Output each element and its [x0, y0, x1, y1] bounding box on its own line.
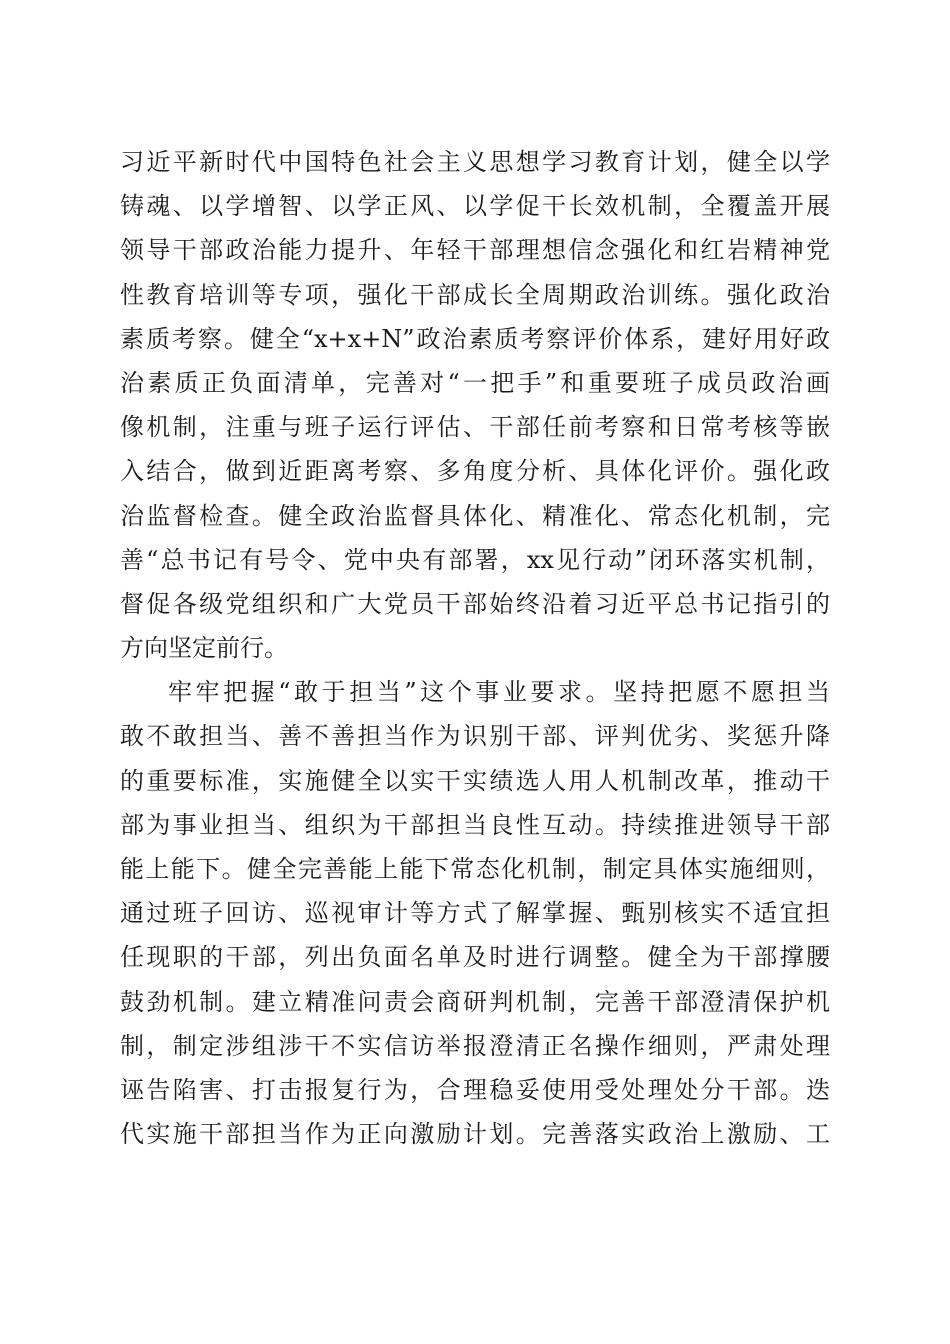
text-line: 督促各级党组织和广大党员干部始终沿着习近平总书记指引的: [120, 589, 830, 618]
text-line: 制，制定涉组涉干不实信访举报澄清正名操作细则，严肃处理: [120, 1031, 830, 1060]
text-line: 鼓劲机制。建立精准问责会商研判机制，完善干部澄清保护机: [120, 987, 830, 1016]
text-line: 入结合，做到近距离考察、多角度分析、具体化评价。强化政: [120, 457, 830, 486]
text-line: 通过班子回访、巡视审计等方式了解掌握、甄别核实不适宜担: [120, 899, 830, 928]
text-line: 能上能下。健全完善能上能下常态化机制，制定具体实施细则，: [120, 855, 830, 883]
body-text: [120, 140, 830, 1156]
text-line: 领导干部政治能力提升、年轻干部理想信念强化和红岩精神党: [120, 236, 830, 265]
text-line: 代实施干部担当作为正向激励计划。完善落实政治上激励、工: [120, 1120, 830, 1149]
text-line: 方向坚定前行。: [120, 634, 288, 663]
text-line: 善“总书记有号令、党中央有部署，xx见行动”闭环落实机制，: [120, 545, 830, 574]
text-line: 像机制，注重与班子运行评估、干部任前考察和日常考核等嵌: [120, 413, 830, 442]
text-line: 治监督检查。健全政治监督具体化、精准化、常态化机制，完: [120, 501, 830, 530]
text-line: 性教育培训等专项，强化干部成长全周期政治训练。强化政治: [120, 280, 830, 309]
text-line: 的重要标准，实施健全以实干实绩选人用人机制改革，推动干: [120, 766, 830, 795]
text-line: 治素质正负面清单，完善对“一把手”和重要班子成员政治画: [120, 368, 830, 397]
text-line: 铸魂、以学增智、以学正风、以学促干长效机制，全覆盖开展: [120, 192, 830, 221]
text-line: 诬告陷害、打击报复行为，合理稳妥使用受处理处分干部。迭: [120, 1075, 830, 1104]
paragraph-start-line: 牢牢把握“敢于担当”这个事业要求。坚持把愿不愿担当: [168, 678, 830, 707]
text-line: 任现职的干部，列出负面名单及时进行调整。健全为干部撑腰: [120, 943, 830, 972]
text-line: 部为事业担当、组织为干部担当良性互动。持续推进领导干部: [120, 810, 830, 839]
text-line: 习近平新时代中国特色社会主义思想学习教育计划，健全以学: [120, 148, 830, 176]
text-line: 敢不敢担当、善不善担当作为识别干部、评判优劣、奖惩升降: [120, 722, 830, 751]
text-line: 素质考察。健全“x+x+N”政治素质考察评价体系，建好用好政: [120, 324, 830, 353]
